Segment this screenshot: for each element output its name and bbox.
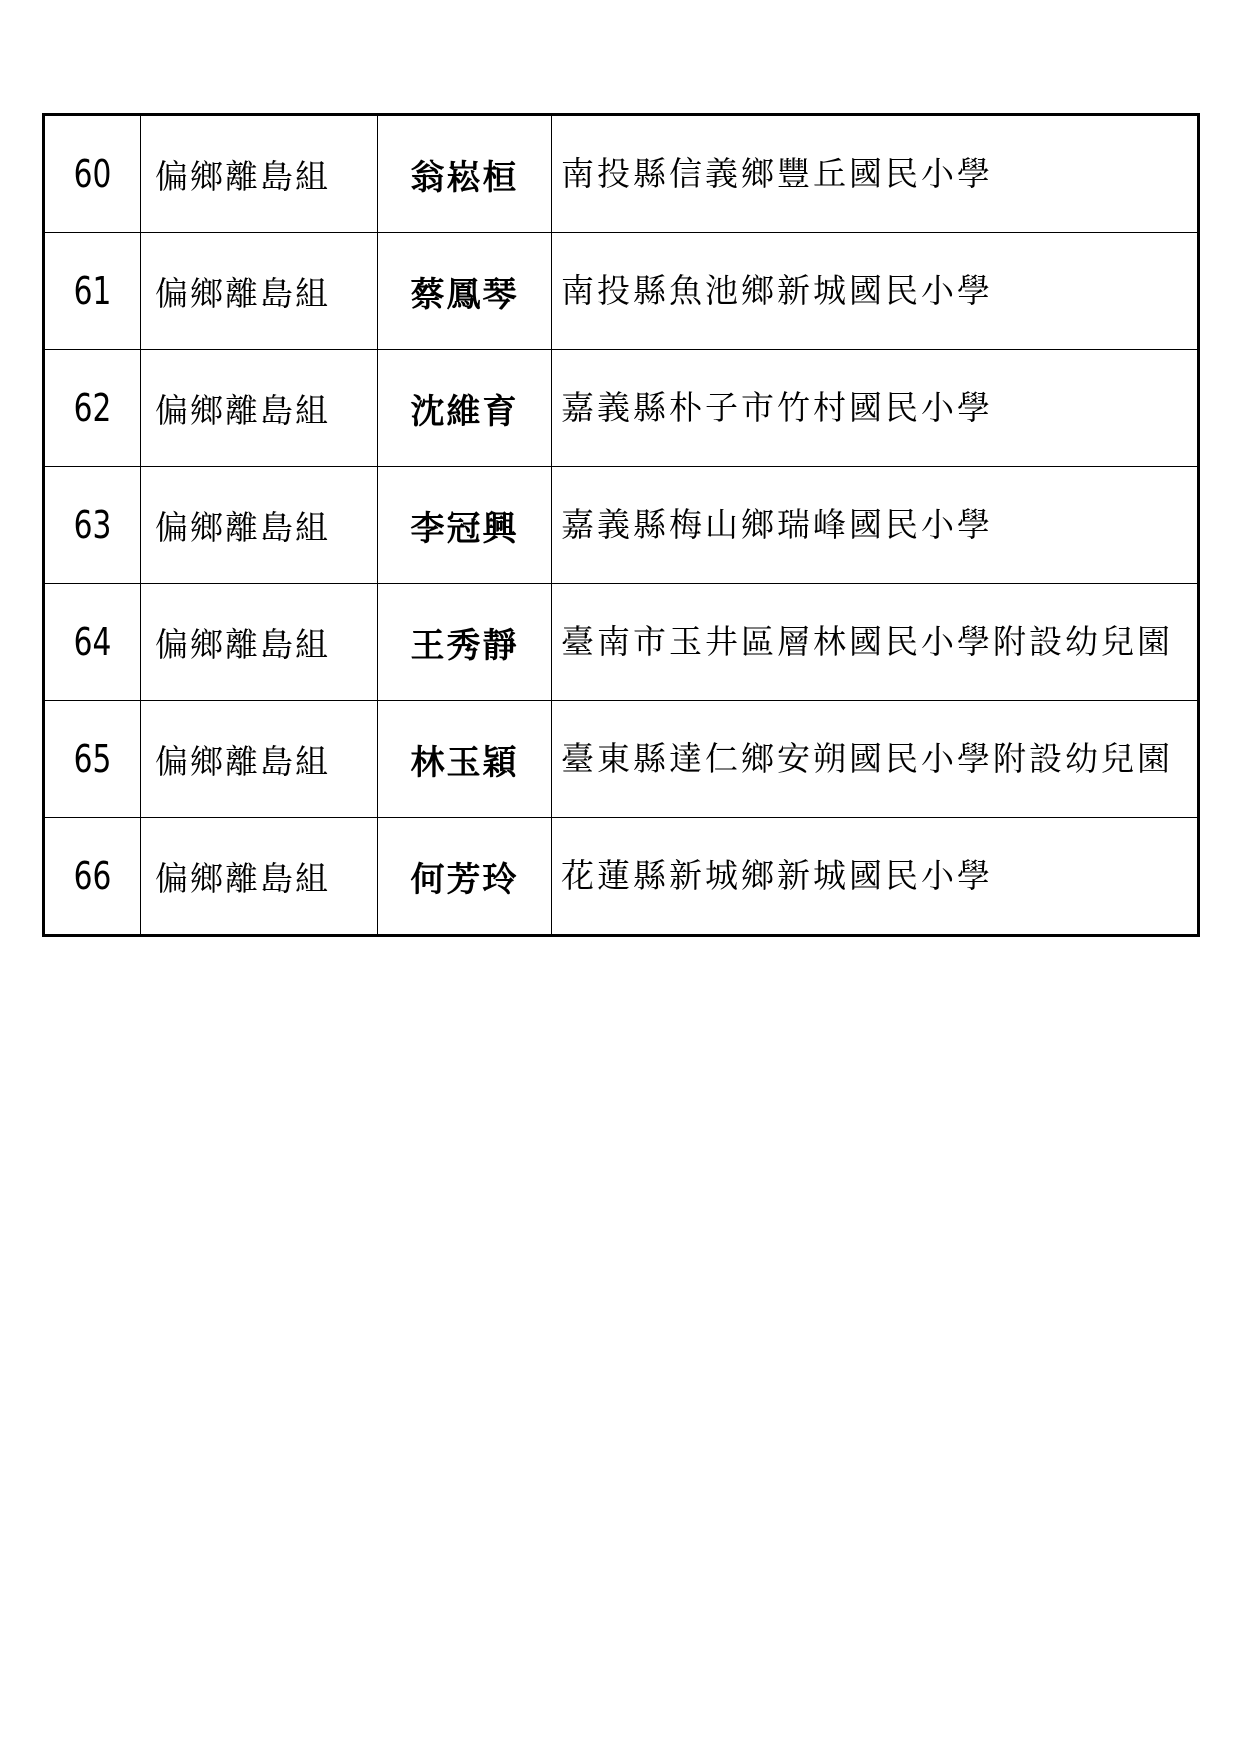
table-row	[44, 233, 1199, 350]
table-row	[44, 350, 1199, 467]
row-number-cell	[44, 584, 141, 701]
person-name-cell: 王秀靜	[378, 584, 552, 701]
group-cell: 偏鄉離島組	[141, 584, 378, 701]
school-cell: 臺東縣達仁鄉安朔國民小學附設幼兒園	[552, 701, 1199, 818]
row-number-cell	[44, 701, 141, 818]
person-name-cell: 翁崧桓	[378, 115, 552, 233]
group-cell: 偏鄉離島組	[141, 818, 378, 936]
row-number: 63	[73, 503, 112, 547]
school-cell: 南投縣信義鄉豐丘國民小學	[552, 115, 1199, 233]
person-name-cell: 何芳玲	[378, 818, 552, 936]
school-cell: 嘉義縣朴子市竹村國民小學	[552, 350, 1199, 467]
row-number-cell	[44, 467, 141, 584]
person-name-cell: 林玉穎	[378, 701, 552, 818]
row-number-cell	[44, 818, 141, 936]
group-cell: 偏鄉離島組	[141, 115, 378, 233]
table-row	[44, 584, 1199, 701]
roster-table	[42, 113, 1200, 937]
person-name-cell: 蔡鳳琴	[378, 233, 552, 350]
row-number: 64	[73, 620, 112, 664]
school-cell: 臺南市玉井區層林國民小學附設幼兒園	[552, 584, 1199, 701]
table-row	[44, 818, 1199, 936]
row-number-cell	[44, 233, 141, 350]
row-number: 61	[73, 269, 112, 313]
group-cell: 偏鄉離島組	[141, 350, 378, 467]
group-cell: 偏鄉離島組	[141, 701, 378, 818]
row-number: 65	[73, 737, 112, 781]
table-row	[44, 115, 1199, 233]
row-number-cell	[44, 115, 141, 233]
table-row	[44, 701, 1199, 818]
person-name-cell: 李冠興	[378, 467, 552, 584]
school-cell: 花蓮縣新城鄉新城國民小學	[552, 818, 1199, 936]
group-cell: 偏鄉離島組	[141, 233, 378, 350]
person-name-cell: 沈維育	[378, 350, 552, 467]
table-row	[44, 467, 1199, 584]
school-cell: 南投縣魚池鄉新城國民小學	[552, 233, 1199, 350]
row-number: 62	[73, 386, 112, 430]
group-cell: 偏鄉離島組	[141, 467, 378, 584]
row-number: 60	[73, 152, 112, 196]
row-number-cell	[44, 350, 141, 467]
row-number: 66	[73, 854, 112, 898]
school-cell: 嘉義縣梅山鄉瑞峰國民小學	[552, 467, 1199, 584]
